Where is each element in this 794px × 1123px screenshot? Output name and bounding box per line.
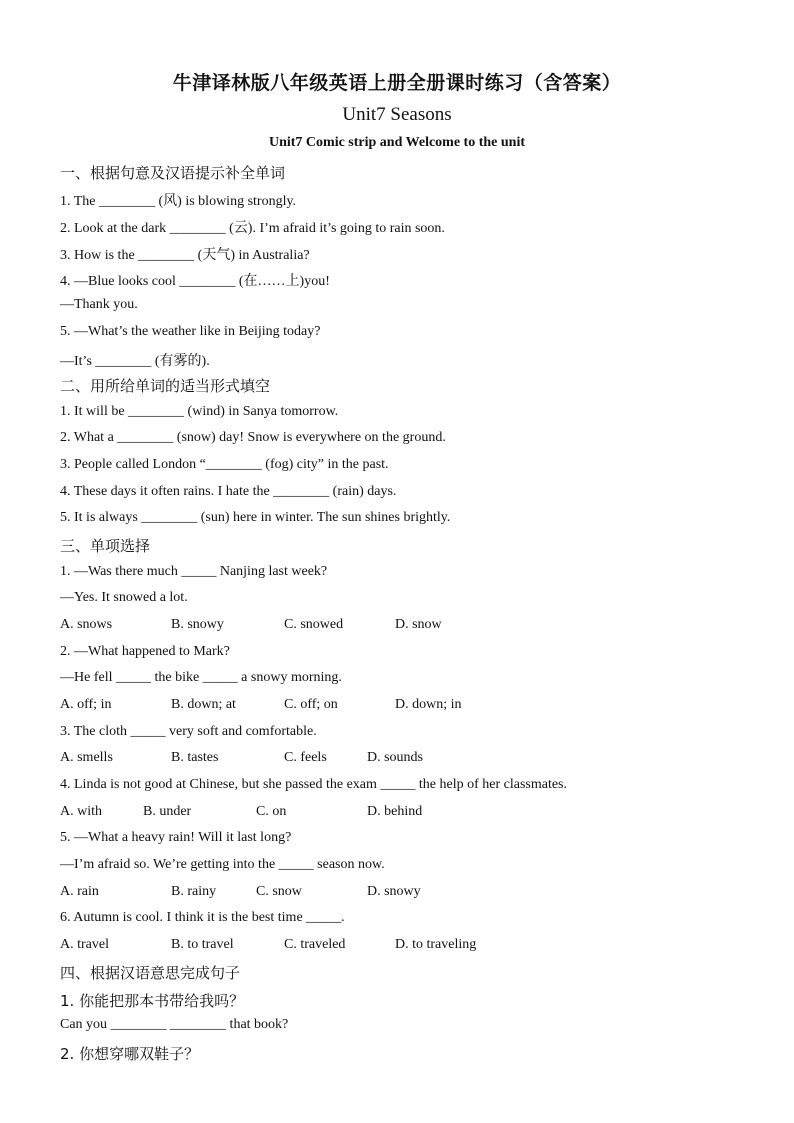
section-1-heading: 一、根据句意及汉语提示补全单词 [60,164,286,182]
s3-question-6: 6. Autumn is cool. I think it is the best time _____. [60,910,345,925]
s1-question-5: 5. —What’s the weather like in Beijing today? [60,324,321,339]
option-c: C. on [256,804,287,819]
s4-question-2: 2. 你想穿哪双鞋子？ [60,1045,200,1063]
option-c: C. off; on [284,697,338,712]
option-b: B. down; at [171,697,236,712]
s2-question-1: 1. It will be ________ (wind) in Sanya tomorrow. [60,404,339,419]
s3-question-1-options [60,617,660,637]
s3-question-3-options [60,750,660,770]
s1-question-1: 1. The ________ (风) is blowing strongly. [60,194,297,209]
s4-question-1-answer-line: Can you ________ ________ that book? [60,1017,289,1032]
s4-question-1: 1. 你能把那本书带给我吗？ [60,992,245,1010]
section-4-heading: 四、根据汉语意思完成句子 [60,964,241,982]
option-a: A. rain [60,884,99,899]
s1-question-4-reply: —Thank you. [60,297,138,312]
option-c: C. traveled [284,937,346,952]
option-a: A. snows [60,617,113,632]
s2-question-4: 4. These days it often rains. I hate the ________ (rain) days. [60,484,397,499]
s3-question-2-options [60,697,660,717]
option-d: D. to traveling [395,937,477,952]
option-a: A. off; in [60,697,112,712]
option-a: A. with [60,804,102,819]
option-d: D. snow [395,617,442,632]
option-d: D. behind [367,804,423,819]
s3-question-5: 5. —What a heavy rain! Will it last long? [60,830,292,845]
s3-question-5-options [60,884,660,904]
s1-question-4: 4. —Blue looks cool ________ (在……上)you! [60,274,330,289]
section-3-heading: 三、单项选择 [60,537,151,555]
s3-question-2: 2. —What happened to Mark? [60,644,230,659]
s3-question-6-options [60,937,660,957]
s2-question-3: 3. People called London “________ (fog) city” in the past. [60,457,389,472]
option-c: C. snowed [284,617,344,632]
option-c: C. feels [284,750,327,765]
s2-question-2: 2. What a ________ (snow) day! Snow is everywhere on the ground. [60,430,446,445]
s3-question-4: 4. Linda is not good at Chinese, but she passed the exam _____ the help of her classmates. [60,777,568,792]
lesson-title: Unit7 Comic strip and Welcome to the unit [268,135,525,150]
s3-question-1-reply: —Yes. It snowed a lot. [60,590,188,605]
option-a: A. travel [60,937,109,952]
unit-title: Unit7 Seasons [342,104,452,125]
s1-question-5-reply: —It’s ________ (有雾的). [60,354,210,369]
s3-question-5-reply: —I’m afraid so. We’re getting into the _____ season now. [60,857,385,872]
option-b: B. tastes [171,750,219,765]
section-2-heading: 二、用所给单词的适当形式填空 [60,377,271,395]
option-c: C. snow [256,884,302,899]
option-d: D. sounds [367,750,424,765]
s3-question-1: 1. —Was there much _____ Nanjing last week? [60,564,328,579]
s3-question-2-reply: —He fell _____ the bike _____ a snowy morning. [60,670,342,685]
s3-question-3: 3. The cloth _____ very soft and comfortable. [60,724,317,739]
option-b: B. rainy [171,884,217,899]
s3-question-4-options [60,804,660,824]
option-b: B. under [143,804,192,819]
s1-question-2: 2. Look at the dark ________ (云). I’m afraid it’s going to rain soon. [60,221,445,236]
s2-question-5: 5. It is always ________ (sun) here in winter. The sun shines brightly. [60,510,451,525]
option-b: B. to travel [171,937,234,952]
option-b: B. snowy [171,617,224,632]
document-title: 牛津译林版八年级英语上册全册课时练习（含答案） [172,72,622,94]
option-d: D. snowy [367,884,421,899]
option-a: A. smells [60,750,113,765]
option-d: D. down; in [395,697,462,712]
s1-question-3: 3. How is the ________ (天气) in Australia? [60,248,310,263]
